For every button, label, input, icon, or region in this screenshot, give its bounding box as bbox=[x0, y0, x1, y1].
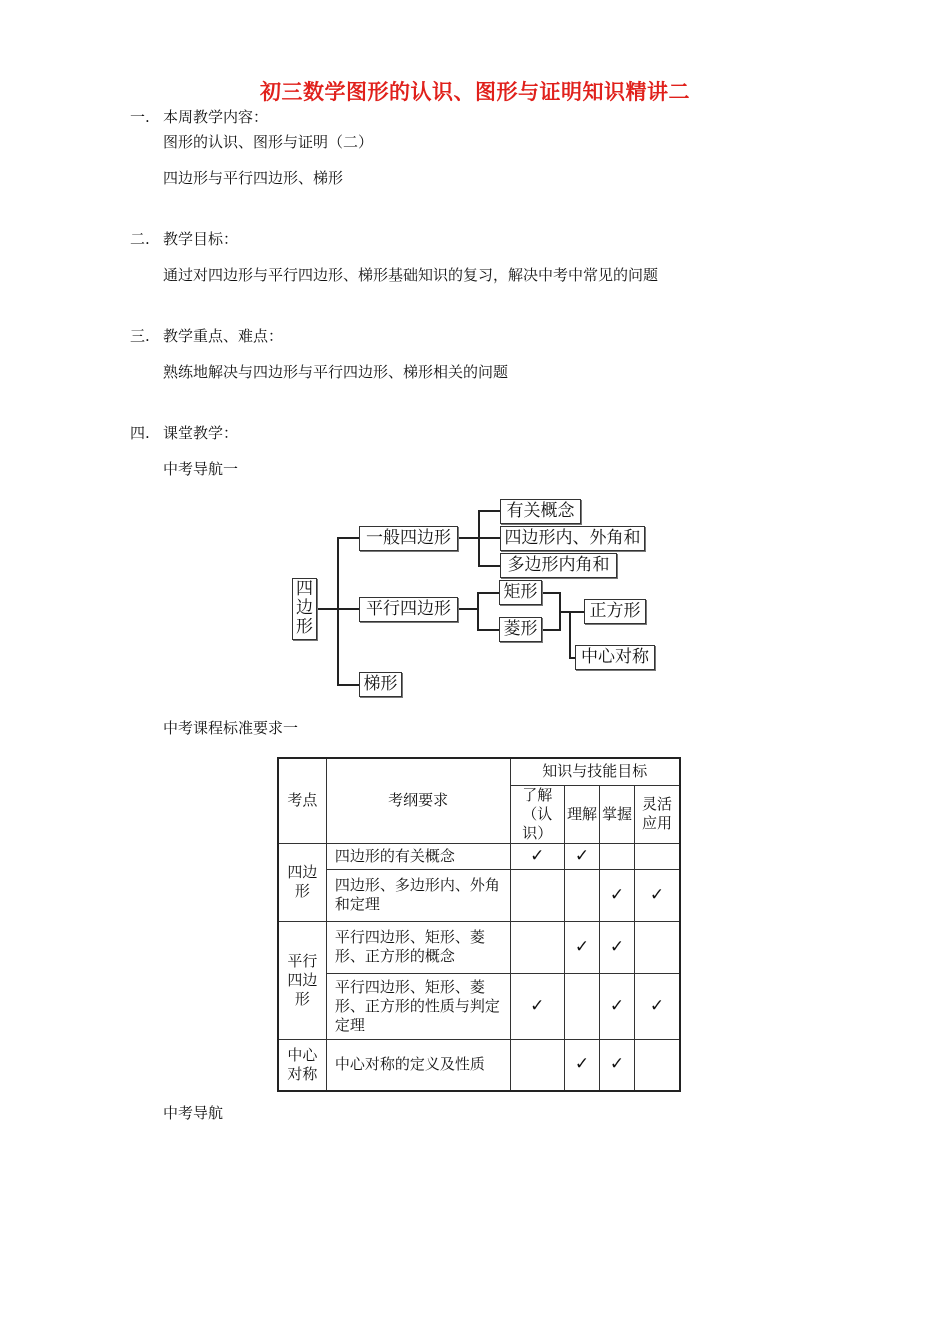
connector bbox=[477, 592, 479, 630]
section-3-heading: 教学重点、难点： bbox=[163, 327, 284, 345]
check-cell: ✓ bbox=[565, 921, 600, 973]
header-understand-recognize: 了解（认识） bbox=[510, 785, 565, 843]
check-cell: ✓ bbox=[565, 1039, 600, 1091]
check-cell bbox=[635, 1039, 680, 1091]
header-kaogang: 考纲要求 bbox=[326, 758, 510, 843]
requirement-cell: 四边形的有关概念 bbox=[326, 843, 510, 869]
connector bbox=[541, 629, 560, 631]
check-cell: ✓ bbox=[565, 843, 600, 869]
node-parallelogram: 平行四边形 bbox=[359, 597, 458, 622]
connector bbox=[337, 684, 359, 686]
check-cell: ✓ bbox=[510, 843, 565, 869]
connector bbox=[337, 608, 359, 610]
node-polygon-angle-sum: 多边形内角和 bbox=[500, 553, 617, 578]
group-cell: 平行四边形 bbox=[278, 921, 326, 1039]
section-4-heading: 课堂教学： bbox=[163, 424, 239, 442]
section-1-heading: 本周教学内容： bbox=[163, 108, 269, 126]
requirement-cell: 中心对称的定义及性质 bbox=[326, 1039, 510, 1091]
requirements-table bbox=[277, 757, 681, 1092]
requirement-cell: 平行四边形、矩形、菱形、正方形的性质与判定定理 bbox=[326, 973, 510, 1039]
connector bbox=[337, 537, 359, 539]
table-header-row bbox=[278, 758, 680, 785]
connector bbox=[541, 592, 560, 594]
connector bbox=[457, 608, 478, 610]
table-row bbox=[278, 973, 680, 1039]
check-cell bbox=[510, 869, 565, 921]
header-goal: 知识与技能目标 bbox=[510, 758, 680, 785]
table-row bbox=[278, 1039, 680, 1091]
node-root: 四边形 bbox=[292, 578, 317, 640]
header-comprehend: 理解 bbox=[565, 785, 600, 843]
header-kaodian: 考点 bbox=[278, 758, 326, 843]
connector bbox=[478, 510, 500, 512]
check-cell: ✓ bbox=[600, 921, 635, 973]
node-trapezoid: 梯形 bbox=[359, 672, 402, 697]
node-square: 正方形 bbox=[584, 599, 646, 624]
section-1-line-2: 四边形与平行四边形、梯形 bbox=[163, 169, 344, 187]
check-cell bbox=[635, 921, 680, 973]
connector bbox=[477, 629, 499, 631]
node-angle-sum: 四边形内、外角和 bbox=[500, 526, 645, 551]
node-central-symmetry: 中心对称 bbox=[575, 645, 655, 670]
footer-heading: 中考导航 bbox=[163, 1104, 224, 1122]
check-cell: ✓ bbox=[600, 973, 635, 1039]
node-rectangle: 矩形 bbox=[499, 580, 542, 605]
requirement-cell: 四边形、多边形内、外角和定理 bbox=[326, 869, 510, 921]
check-cell bbox=[510, 1039, 565, 1091]
section-2-heading: 教学目标： bbox=[163, 230, 239, 248]
check-cell: ✓ bbox=[635, 869, 680, 921]
requirement-cell: 平行四边形、矩形、菱形、正方形的概念 bbox=[326, 921, 510, 973]
check-cell bbox=[600, 843, 635, 869]
check-cell: ✓ bbox=[600, 869, 635, 921]
group-cell: 四边形 bbox=[278, 843, 326, 921]
section-1-number: 一. bbox=[130, 108, 150, 126]
connector bbox=[477, 592, 499, 594]
connector bbox=[569, 611, 571, 658]
check-cell bbox=[510, 921, 565, 973]
section-2-line-1: 通过对四边形与平行四边形、梯形基础知识的复习，解决中考中常见的问题 bbox=[163, 266, 659, 284]
connector bbox=[559, 611, 584, 613]
section-2-number: 二. bbox=[130, 230, 150, 248]
check-cell bbox=[565, 973, 600, 1039]
table-row bbox=[278, 921, 680, 973]
page-title: 初三数学图形的认识、图形与证明知识精讲二 bbox=[260, 79, 690, 104]
connector bbox=[337, 537, 339, 685]
connector bbox=[316, 608, 338, 610]
group-cell: 中心对称 bbox=[278, 1039, 326, 1091]
node-general-quadrilateral: 一般四边形 bbox=[359, 526, 458, 551]
section-3-line-1: 熟练地解决与四边形与平行四边形、梯形相关的问题 bbox=[163, 363, 509, 381]
check-cell: ✓ bbox=[600, 1039, 635, 1091]
table-caption: 中考课程标准要求一 bbox=[163, 719, 299, 737]
check-cell: ✓ bbox=[510, 973, 565, 1039]
check-cell bbox=[565, 869, 600, 921]
connector bbox=[478, 565, 500, 567]
table-row bbox=[278, 869, 680, 921]
connector bbox=[478, 537, 500, 539]
section-4-line-1: 中考导航一 bbox=[163, 460, 239, 478]
node-rhombus: 菱形 bbox=[499, 617, 542, 642]
header-master: 掌握 bbox=[600, 785, 635, 843]
check-cell bbox=[635, 843, 680, 869]
header-apply: 灵活应用 bbox=[635, 785, 680, 843]
check-cell: ✓ bbox=[635, 973, 680, 1039]
table-row bbox=[278, 843, 680, 869]
section-1-line-1: 图形的认识、图形与证明（二） bbox=[163, 133, 374, 151]
section-4-number: 四. bbox=[130, 424, 150, 442]
node-related-concepts: 有关概念 bbox=[500, 499, 581, 524]
connector bbox=[457, 537, 479, 539]
section-3-number: 三. bbox=[130, 327, 150, 345]
